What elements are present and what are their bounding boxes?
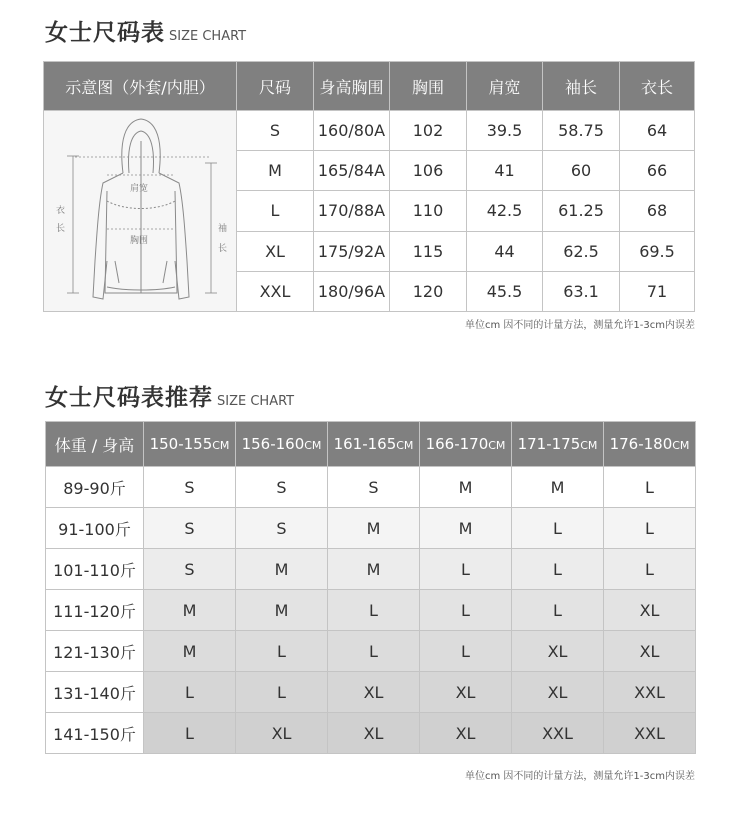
recommended-size-cell: XL xyxy=(328,672,420,713)
recommended-size-cell: XL xyxy=(604,631,696,672)
recommended-size-cell: XL xyxy=(420,672,512,713)
recommend-row xyxy=(46,508,696,549)
recommended-size-cell: L xyxy=(512,508,604,549)
height-range-text: 156-160 xyxy=(241,435,305,453)
size-chart-subtitle: SIZE CHART xyxy=(169,29,247,44)
height-unit: CM xyxy=(580,439,598,452)
recommended-size-cell: L xyxy=(604,467,696,508)
recommended-size-cell: S xyxy=(328,467,420,508)
recommended-size-cell: L xyxy=(328,590,420,631)
recommend-chart-table xyxy=(45,421,696,754)
size-cell: 61.25 xyxy=(543,191,620,231)
size-cell: 66 xyxy=(620,151,695,191)
diagram-label-chest: 胸围 xyxy=(130,236,149,246)
size-chart-note: 单位cm 因不同的计量方法，测量允许1-3cm内误差 xyxy=(465,320,695,331)
header-height-range xyxy=(328,422,420,467)
recommend-header-row xyxy=(46,422,696,467)
size-cell: 63.1 xyxy=(543,271,620,311)
recommended-size-cell: XXL xyxy=(604,713,696,754)
diagram-label-sleeve-2: 长 xyxy=(218,244,228,254)
size-cell: 170/88A xyxy=(314,191,390,231)
size-cell: 180/96A xyxy=(314,271,390,311)
recommended-size-cell: XL xyxy=(236,713,328,754)
recommend-chart-subtitle: SIZE CHART xyxy=(217,394,295,409)
weight-cell: 121-130斤 xyxy=(46,631,144,672)
header-sleeve: 袖长 xyxy=(543,62,620,111)
recommended-size-cell: S xyxy=(236,467,328,508)
height-unit: CM xyxy=(672,439,690,452)
size-cell: 175/92A xyxy=(314,231,390,271)
size-cell: 115 xyxy=(390,231,467,271)
weight-cell: 131-140斤 xyxy=(46,672,144,713)
size-chart-table xyxy=(43,61,695,312)
header-weight-height: 体重 / 身高 xyxy=(46,422,144,467)
recommend-row xyxy=(46,549,696,590)
size-cell: 165/84A xyxy=(314,151,390,191)
size-cell: L xyxy=(237,191,314,231)
recommended-size-cell: M xyxy=(236,590,328,631)
size-cell: 160/80A xyxy=(314,111,390,151)
recommended-size-cell: XXL xyxy=(512,713,604,754)
size-cell: XXL xyxy=(237,271,314,311)
recommended-size-cell: L xyxy=(512,549,604,590)
size-cell: 45.5 xyxy=(467,271,543,311)
size-cell: 41 xyxy=(467,151,543,191)
size-cell: 58.75 xyxy=(543,111,620,151)
size-cell: 71 xyxy=(620,271,695,311)
recommended-size-cell: M xyxy=(328,549,420,590)
height-range-text: 150-155 xyxy=(149,435,213,453)
jacket-diagram xyxy=(44,111,237,312)
recommended-size-cell: XL xyxy=(512,631,604,672)
header-length: 衣长 xyxy=(620,62,695,111)
size-cell: 110 xyxy=(390,191,467,231)
diagram-label-length-2: 长 xyxy=(56,224,66,234)
recommended-size-cell: L xyxy=(144,672,236,713)
height-range-text: 171-175 xyxy=(517,435,581,453)
recommended-size-cell: M xyxy=(144,590,236,631)
header-height-range xyxy=(512,422,604,467)
size-chart-title xyxy=(45,14,246,47)
recommended-size-cell: M xyxy=(236,549,328,590)
recommend-chart-note: 单位cm 因不同的计量方法，测量允许1-3cm内误差 xyxy=(465,771,695,782)
recommend-chart-title-text: 女士尺码表推荐 xyxy=(45,385,213,411)
size-cell: 69.5 xyxy=(620,231,695,271)
size-row xyxy=(44,111,695,151)
header-chest: 胸围 xyxy=(390,62,467,111)
recommended-size-cell: S xyxy=(144,508,236,549)
size-cell: 44 xyxy=(467,231,543,271)
recommended-size-cell: L xyxy=(328,631,420,672)
size-cell: S xyxy=(237,111,314,151)
recommended-size-cell: L xyxy=(236,631,328,672)
size-cell: 60 xyxy=(543,151,620,191)
size-cell: M xyxy=(237,151,314,191)
recommend-chart-title xyxy=(45,379,294,412)
header-height-range xyxy=(420,422,512,467)
diagram-label-length-1: 衣 xyxy=(56,206,66,216)
recommended-size-cell: XL xyxy=(420,713,512,754)
size-cell: 120 xyxy=(390,271,467,311)
recommended-size-cell: S xyxy=(144,467,236,508)
recommended-size-cell: M xyxy=(420,467,512,508)
recommended-size-cell: L xyxy=(144,713,236,754)
recommend-row xyxy=(46,672,696,713)
header-shoulder: 肩宽 xyxy=(467,62,543,111)
recommended-size-cell: S xyxy=(236,508,328,549)
recommended-size-cell: M xyxy=(420,508,512,549)
recommend-row xyxy=(46,467,696,508)
recommended-size-cell: S xyxy=(144,549,236,590)
header-height-range xyxy=(144,422,236,467)
recommended-size-cell: L xyxy=(420,631,512,672)
recommended-size-cell: M xyxy=(328,508,420,549)
diagram-label-shoulder: 肩宽 xyxy=(130,184,149,194)
recommended-size-cell: L xyxy=(420,549,512,590)
height-range-text: 176-180 xyxy=(609,435,673,453)
weight-cell: 141-150斤 xyxy=(46,713,144,754)
size-cell: 106 xyxy=(390,151,467,191)
height-unit: CM xyxy=(488,439,506,452)
size-cell: 102 xyxy=(390,111,467,151)
header-height-range xyxy=(604,422,696,467)
recommend-row xyxy=(46,713,696,754)
recommended-size-cell: L xyxy=(604,549,696,590)
size-cell: XL xyxy=(237,231,314,271)
header-height-chest: 身高胸围 xyxy=(314,62,390,111)
size-cell: 42.5 xyxy=(467,191,543,231)
height-range-text: 161-165 xyxy=(333,435,397,453)
height-unit: CM xyxy=(396,439,414,452)
weight-cell: 101-110斤 xyxy=(46,549,144,590)
size-cell: 68 xyxy=(620,191,695,231)
header-size: 尺码 xyxy=(237,62,314,111)
recommended-size-cell: M xyxy=(512,467,604,508)
weight-cell: 111-120斤 xyxy=(46,590,144,631)
size-cell: 39.5 xyxy=(467,111,543,151)
recommended-size-cell: XL xyxy=(604,590,696,631)
recommend-row xyxy=(46,631,696,672)
size-chart-title-text: 女士尺码表 xyxy=(45,20,165,46)
diagram-label-sleeve-1: 袖 xyxy=(218,224,228,234)
header-diagram: 示意图（外套/内胆） xyxy=(44,62,237,111)
recommended-size-cell: L xyxy=(604,508,696,549)
recommended-size-cell: L xyxy=(420,590,512,631)
weight-cell: 91-100斤 xyxy=(46,508,144,549)
weight-cell: 89-90斤 xyxy=(46,467,144,508)
height-unit: CM xyxy=(304,439,322,452)
height-range-text: 166-170 xyxy=(425,435,489,453)
size-chart-header-row xyxy=(44,62,695,111)
recommended-size-cell: M xyxy=(144,631,236,672)
recommend-row xyxy=(46,590,696,631)
header-height-range xyxy=(236,422,328,467)
recommended-size-cell: L xyxy=(236,672,328,713)
recommended-size-cell: XL xyxy=(328,713,420,754)
height-unit: CM xyxy=(212,439,230,452)
recommended-size-cell: XL xyxy=(512,672,604,713)
size-cell: 64 xyxy=(620,111,695,151)
recommended-size-cell: L xyxy=(512,590,604,631)
recommended-size-cell: XXL xyxy=(604,672,696,713)
size-cell: 62.5 xyxy=(543,231,620,271)
